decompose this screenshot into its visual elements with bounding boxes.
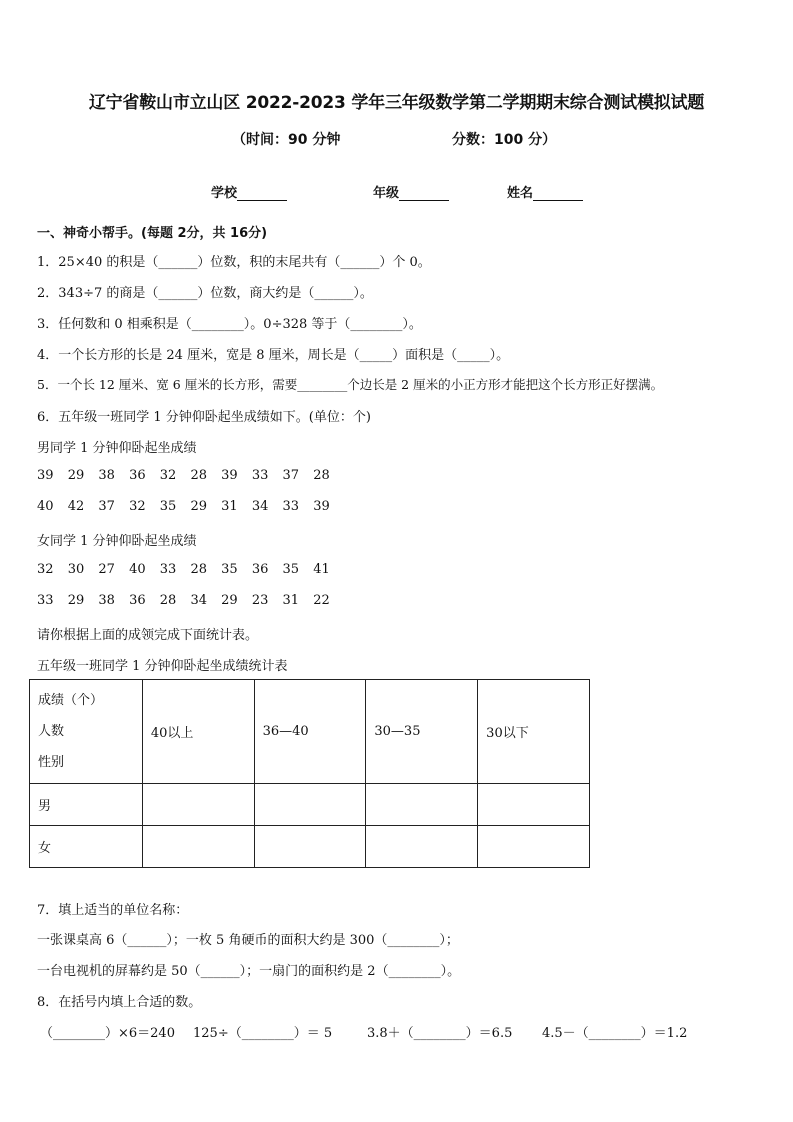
answer-cell[interactable]: [142, 784, 254, 826]
corner-label: 性别: [38, 755, 65, 770]
girls-scores-row-1: [37, 562, 344, 577]
boys-scores-row-2: [37, 499, 344, 514]
score-value: 22: [313, 593, 330, 608]
score-value: 27: [98, 562, 115, 577]
score-value: 28: [190, 562, 207, 577]
school-field[interactable]: 学校: [211, 182, 287, 201]
question-7b: 一台电视机的屏幕约是 50（______）；一扇门的面积约是 2（________）。: [37, 964, 461, 979]
answer-cell[interactable]: [254, 784, 366, 826]
score-value: 29: [190, 499, 207, 514]
question-7: 7．填上适当的单位名称：: [37, 903, 189, 918]
stats-table: [29, 679, 590, 868]
question-2: 2．343÷7 的商是（______）位数，商大约是（______）。: [37, 286, 373, 301]
school-blank[interactable]: [237, 186, 287, 201]
time-limit: （时间：90 分钟: [232, 132, 341, 148]
name-field[interactable]: 姓名: [507, 182, 583, 201]
girls-scores-row-2: [37, 593, 344, 608]
answer-cell[interactable]: [254, 826, 366, 868]
q8-item: 4.5－（________）＝1.2: [542, 1026, 688, 1041]
score-value: 34: [251, 499, 269, 514]
score-value: 30: [67, 562, 85, 577]
boys-scores-row-1: [37, 468, 344, 483]
answer-cell[interactable]: [478, 784, 590, 826]
answer-cell[interactable]: [366, 826, 478, 868]
question-3: 3．任何数和 0 相乘积是（________）。0÷328 等于（________）。: [37, 317, 422, 332]
score-value: 39: [313, 499, 330, 514]
name-blank[interactable]: [533, 186, 583, 201]
score-value: 28: [190, 468, 207, 483]
score-value: 33: [282, 499, 300, 514]
column-header: 30以下: [478, 680, 590, 784]
question-4: 4．一个长方形的长是 24 厘米，宽是 8 厘米，周长是（_____）面积是（_____）。: [37, 348, 510, 363]
score-value: 37: [282, 468, 300, 483]
grade-field[interactable]: 年级: [373, 182, 449, 201]
row-header: 男: [30, 784, 143, 826]
score-value: 29: [221, 593, 238, 608]
score-value: 31: [221, 499, 238, 514]
score-value: 42: [67, 499, 85, 514]
score-value: 40: [129, 562, 146, 577]
exam-info: [0, 129, 793, 149]
question-1: 1．25×40 的积是（______）位数，积的末尾共有（______）个 0。: [37, 255, 431, 270]
table-title: 五年级一班同学 1 分钟仰卧起坐成绩统计表: [37, 659, 288, 674]
score-value: 34: [190, 593, 207, 608]
answer-cell[interactable]: [366, 784, 478, 826]
score-value: 40: [37, 499, 54, 514]
score-value: 28: [313, 468, 330, 483]
score-value: 33: [159, 562, 177, 577]
score-value: 36: [129, 593, 146, 608]
score-value: 36: [251, 562, 269, 577]
score-value: 28: [159, 593, 177, 608]
table-row: [30, 826, 590, 868]
score-value: 29: [67, 468, 85, 483]
student-info-fields: [0, 182, 793, 202]
score-value: 37: [98, 499, 115, 514]
score-value: 41: [313, 562, 330, 577]
q8-item: 125÷（________）＝ 5: [193, 1026, 333, 1041]
question-6: 6．五年级一班同学 1 分钟仰卧起坐成绩如下。(单位：个): [37, 410, 371, 425]
score-value: 36: [129, 468, 146, 483]
section-heading: 一、神奇小帮手。(每题 2分，共 16分): [37, 226, 268, 241]
question-5: 5．一个长 12 厘米、宽 6 厘米的长方形，需要________个边长是 2 厘米的小正方形才能把这个长方形正好摆满。: [37, 377, 664, 392]
column-header: 36—40: [254, 680, 366, 784]
score-value: 29: [67, 593, 85, 608]
score-value: 35: [221, 562, 238, 577]
instruction: 请你根据上面的成领完成下面统计表。: [37, 628, 259, 643]
score-value: 38: [98, 593, 115, 608]
score-value: 39: [221, 468, 238, 483]
row-header: 女: [30, 826, 143, 868]
q8-item: （________）×6＝240: [40, 1026, 175, 1041]
table-header-row: [30, 680, 590, 784]
column-header: 40以上: [142, 680, 254, 784]
score-value: 38: [98, 468, 115, 483]
score-value: 32: [159, 468, 177, 483]
page-title: 辽宁省鞍山市立山区 2022-2023 学年三年级数学第二学期期末综合测试模拟试题: [88, 93, 705, 113]
score-value: 32: [129, 499, 146, 514]
score-value: 35: [282, 562, 300, 577]
total-score: 分数：100 分）: [452, 132, 557, 148]
score-value: 23: [251, 593, 269, 608]
question-8: 8．在括号内填上合适的数。: [37, 995, 202, 1010]
girls-label: 女同学 1 分钟仰卧起坐成绩: [37, 534, 197, 549]
column-header: 30—35: [366, 680, 478, 784]
score-value: 33: [37, 593, 54, 608]
corner-label: 成绩（个）: [38, 693, 104, 708]
boys-label: 男同学 1 分钟仰卧起坐成绩: [37, 441, 197, 456]
grade-blank[interactable]: [399, 186, 449, 201]
answer-cell[interactable]: [478, 826, 590, 868]
corner-label: 人数: [38, 724, 65, 739]
answer-cell[interactable]: [142, 826, 254, 868]
table-corner-cell: [30, 680, 143, 784]
q8-item: 3.8＋（________）＝6.5: [367, 1026, 513, 1041]
score-value: 33: [251, 468, 269, 483]
table-row: [30, 784, 590, 826]
score-value: 39: [37, 468, 54, 483]
score-value: 35: [159, 499, 177, 514]
score-value: 32: [37, 562, 54, 577]
question-7a: 一张课桌高 6（______）；一枚 5 角硬币的面积大约是 300（________）；: [37, 933, 459, 948]
score-value: 31: [282, 593, 300, 608]
